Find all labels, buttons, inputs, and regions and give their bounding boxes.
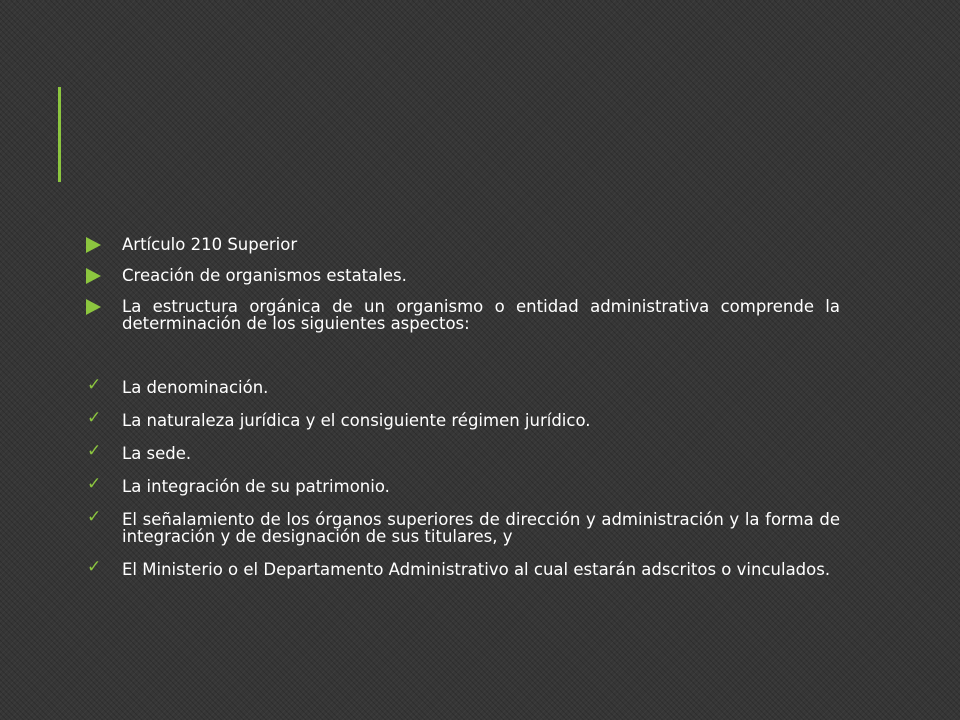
list-item (86, 375, 840, 397)
checkmark-icon: ✓ (87, 441, 102, 461)
triangle-arrow-icon (86, 268, 101, 284)
triangle-arrow-icon (86, 237, 101, 253)
list-item-text: La estructura orgánica de un organismo o entidad administrativa comprende la determinación de los siguientes aspectos: (122, 297, 840, 333)
checkmark-icon: ✓ (87, 375, 102, 395)
list-item (86, 236, 840, 253)
checkmark-icon: ✓ (87, 507, 102, 527)
checkmark-icon: ✓ (87, 408, 102, 428)
list-item (86, 474, 840, 496)
accent-bar (58, 87, 61, 182)
list-item (86, 507, 840, 546)
arrow-bullet-list (86, 236, 840, 332)
checkmark-bullet-list (86, 375, 840, 579)
slide-content (86, 236, 840, 594)
list-item (86, 557, 840, 579)
list-item-text: El Ministerio o el Departamento Administrativo al cual estarán adscritos o vinculados. (122, 560, 831, 579)
checkmark-icon: ✓ (87, 474, 102, 494)
list-item-text: La naturaleza jurídica y el consiguiente régimen jurídico. (122, 411, 591, 430)
list-item-text: La denominación. (122, 378, 269, 397)
list-item (86, 298, 840, 332)
list-item-text: El señalamiento de los órganos superiores de dirección y administración y la forma de integración y de designación de sus titulares, y (122, 510, 840, 546)
list-item-text: La sede. (122, 444, 192, 463)
list-item (86, 408, 840, 430)
list-item-text: La integración de su patrimonio. (122, 477, 390, 496)
list-item-text: Artículo 210 Superior (122, 235, 298, 254)
list-item (86, 441, 840, 463)
list-item-text: Creación de organismos estatales. (122, 266, 407, 285)
triangle-arrow-icon (86, 299, 101, 315)
checkmark-icon: ✓ (87, 557, 102, 577)
list-item (86, 267, 840, 284)
